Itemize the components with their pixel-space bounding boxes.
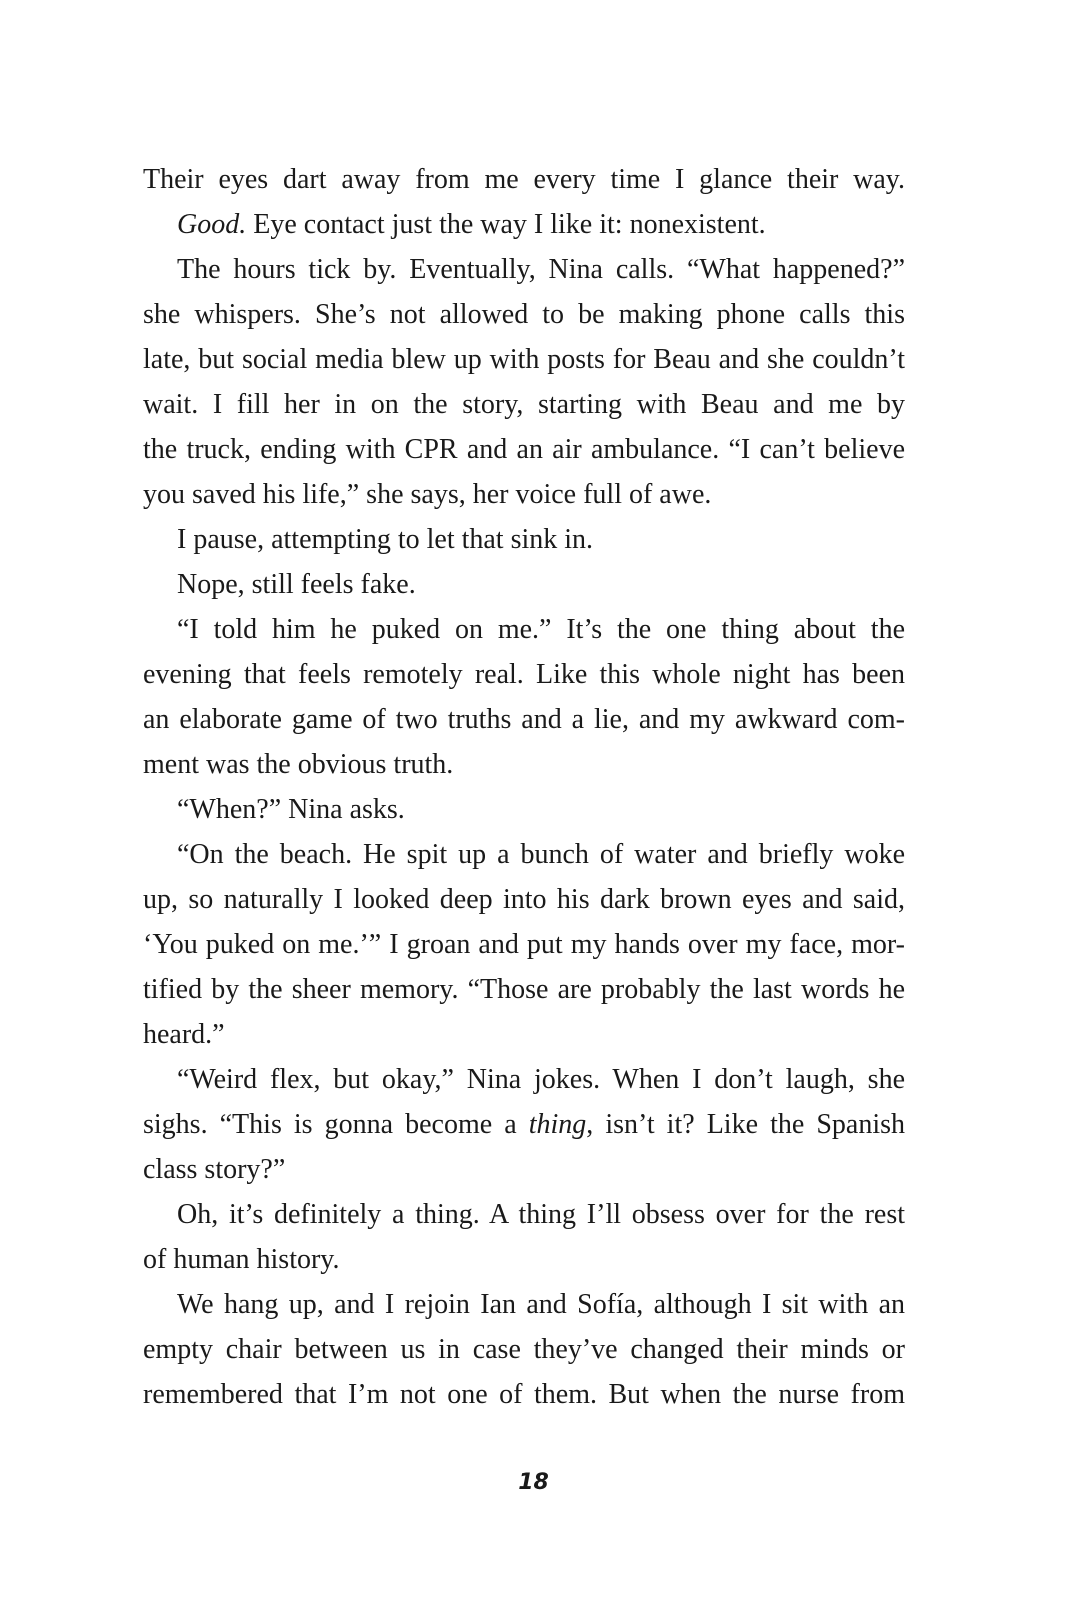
text-line: evening that feels remotely real. Like this whole night has been [143,659,905,690]
text-line: Oh, it’s definitely a thing. A thing I’ll obsess over for the rest [177,1199,905,1230]
text-line: “On the beach. He spit up a bunch of water and briefly woke [177,839,905,870]
page-number: 18 [518,1470,549,1495]
text-line: class story?” [143,1154,286,1185]
text-line: ment was the obvious truth. [143,749,454,780]
text-line: remembered that I’m not one of them. But when the nurse from [143,1379,905,1410]
text-line: “Weird flex, but okay,” Nina jokes. When I don’t laugh, she [177,1064,905,1095]
emphasis-text: Good. [177,209,247,240]
line-text: sighs. “This is gonna become a [143,1109,529,1140]
text-line: of human history. [143,1244,340,1275]
text-line: The hours tick by. Eventually, Nina calls. “What happened?” [177,254,905,285]
line-text: , isn’t it? Like the Spanish [586,1109,906,1140]
text-line: the truck, ending with CPR and an air ambulance. “I can’t believe [143,434,905,465]
text-line: up, so naturally I looked deep into his dark brown eyes and said, [143,884,905,915]
text-line: Their eyes dart away from me every time I glance their way. [143,164,905,195]
text-line: empty chair between us in case they’ve changed their minds or [143,1334,905,1365]
text-line [143,202,905,247]
text-line: Nope, still feels fake. [177,569,416,600]
body-text [143,157,905,1417]
text-line: you saved his life,” she says, her voice full of awe. [143,479,712,510]
text-line: heard.” [143,1019,225,1050]
text-line: We hang up, and I rejoin Ian and Sofía, although I sit with an [177,1289,905,1320]
line-text: Eye contact just the way I like it: nonexistent. [246,209,766,240]
text-line: an elaborate game of two truths and a lie, and my awkward com- [143,704,905,735]
text-line: she whispers. She’s not allowed to be making phone calls this [143,299,905,330]
text-line: I pause, attempting to let that sink in. [177,524,594,555]
text-line: wait. I fill her in on the story, starting with Beau and me by [143,389,905,420]
text-line: late, but social media blew up with posts for Beau and she couldn’t [143,344,905,375]
text-line: tified by the sheer memory. “Those are probably the last words he [143,974,905,1005]
emphasis-text: thing [528,1109,587,1140]
text-line: “I told him he puked on me.” It’s the one thing about the [177,614,905,645]
text-line [143,1102,905,1147]
text-line: ‘You puked on me.’” I groan and put my hands over my face, mor- [143,929,905,960]
text-line: “When?” Nina asks. [177,794,405,825]
